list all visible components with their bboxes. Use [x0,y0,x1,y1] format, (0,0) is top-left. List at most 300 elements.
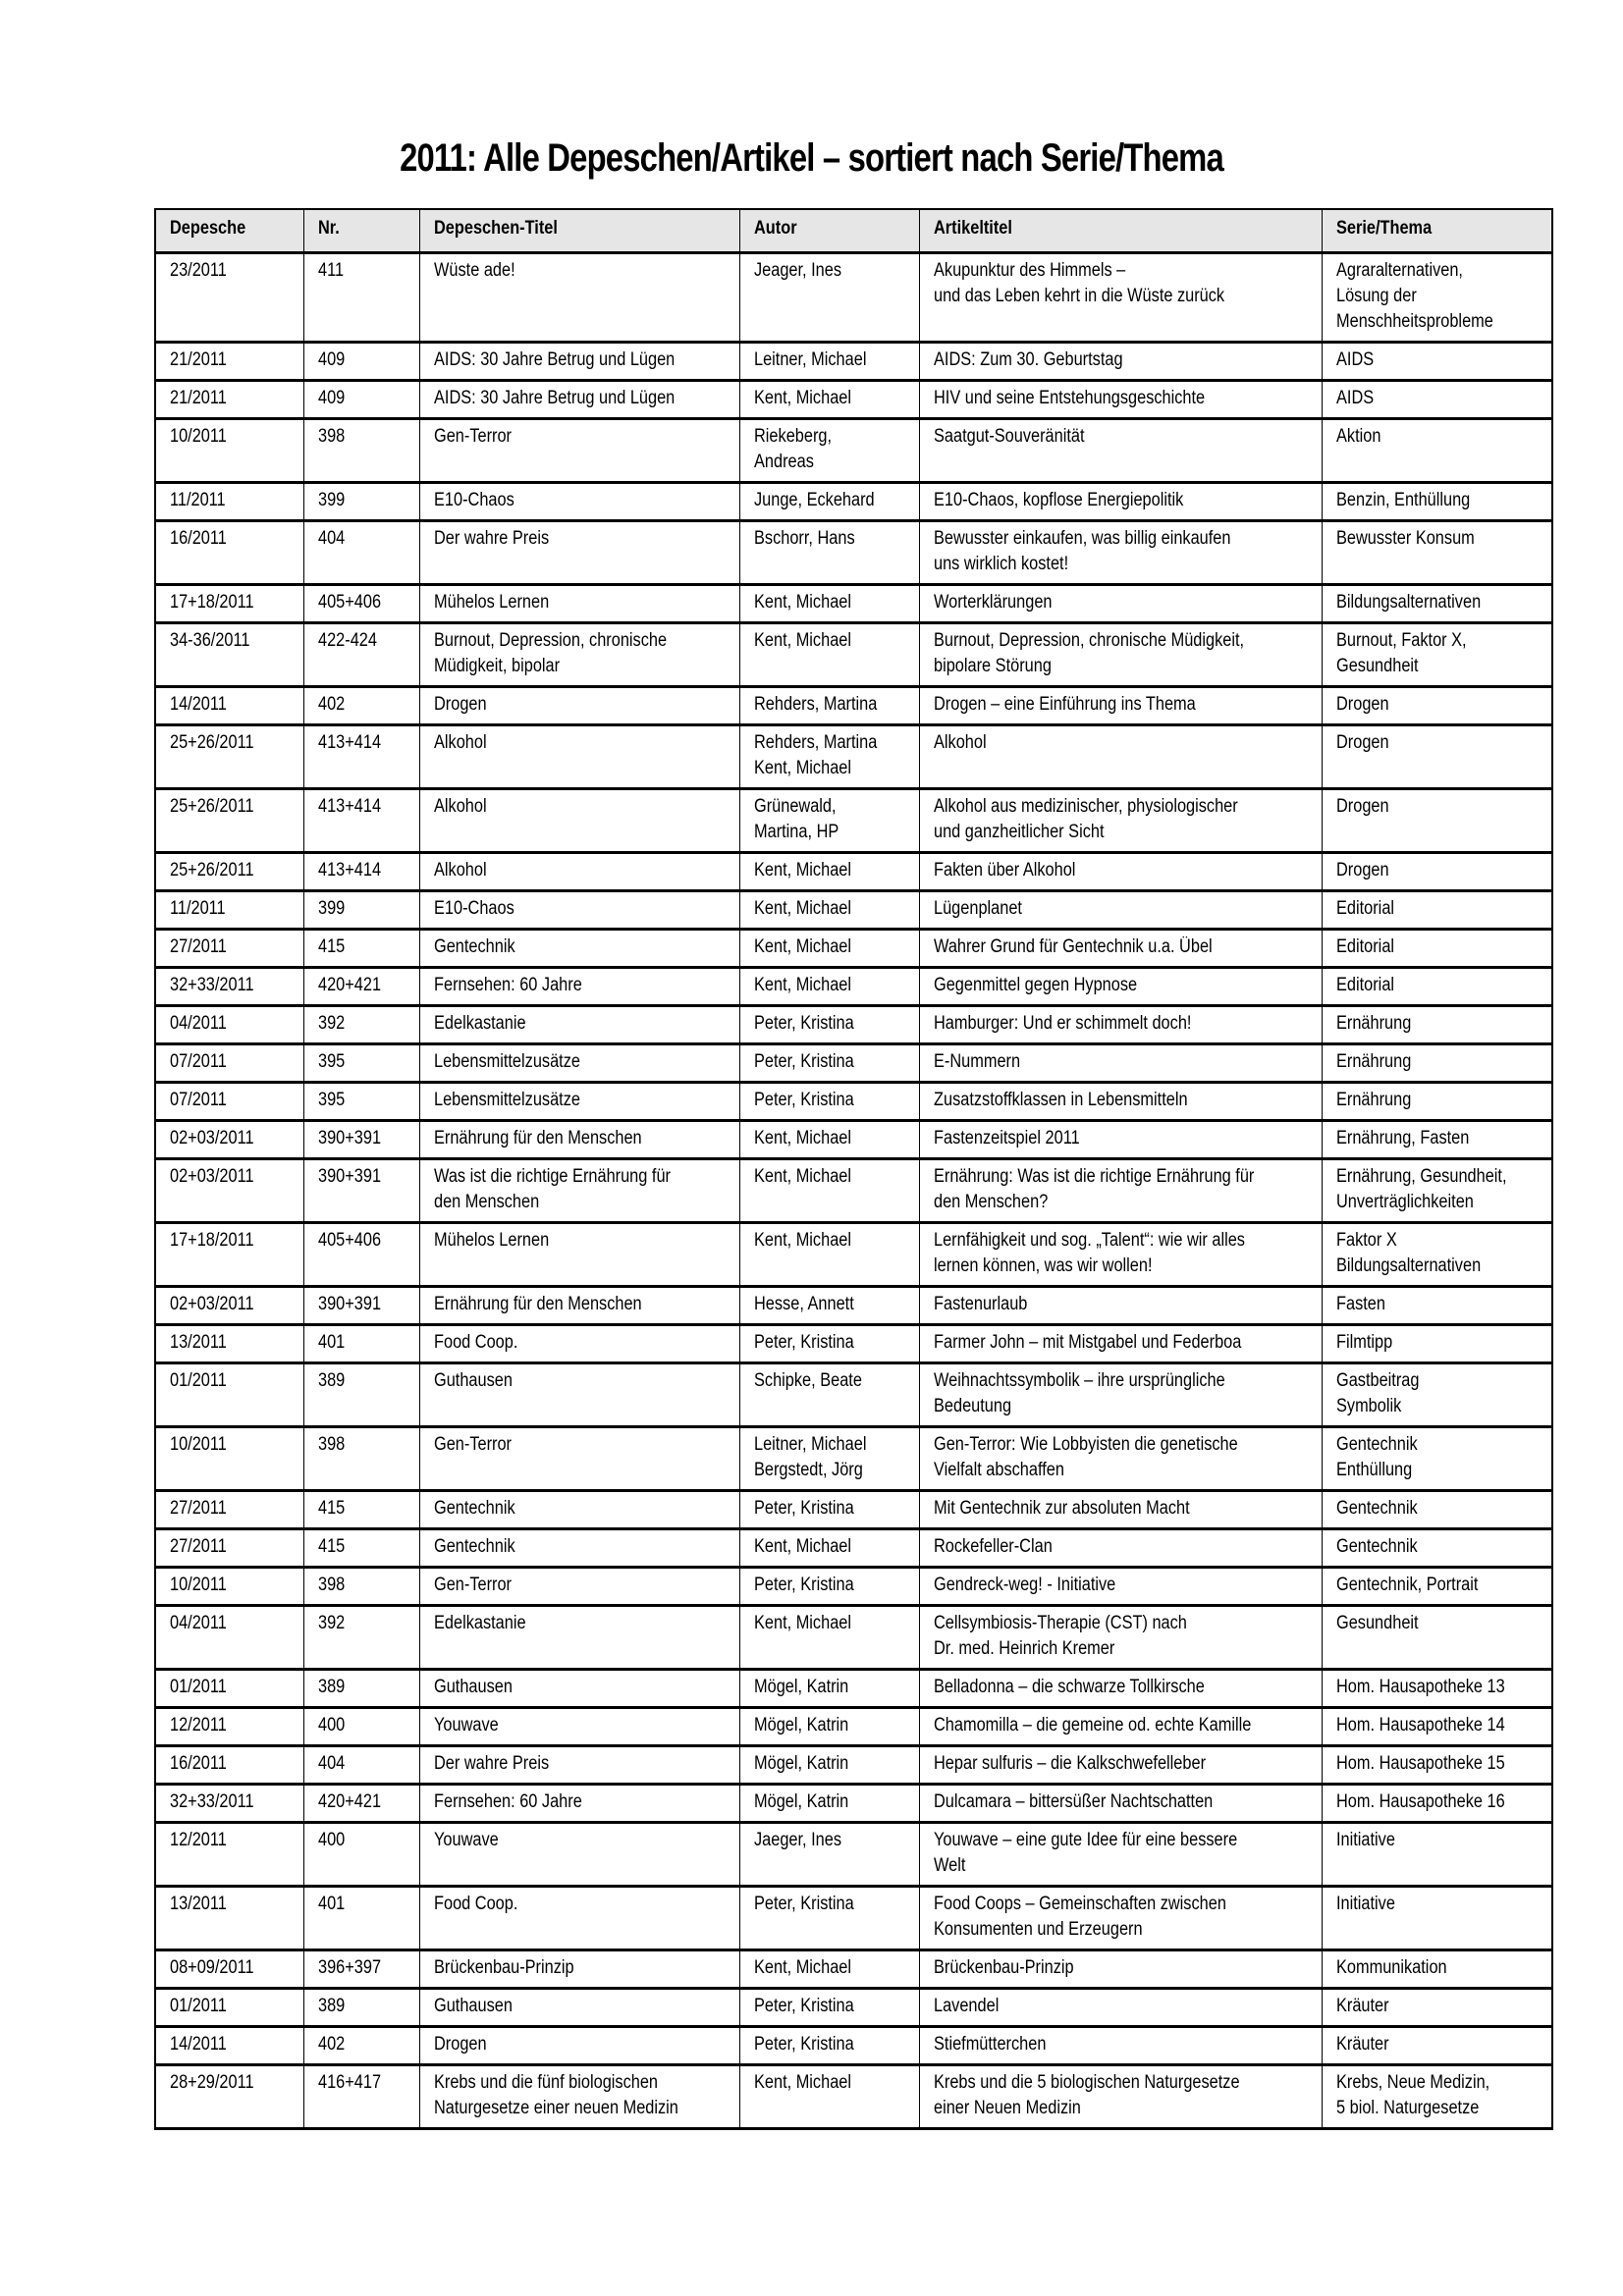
cell-line-wrapper [754,1611,911,1636]
cell-line-wrapper [318,858,411,883]
cell-text: Peter, Kristina [753,1090,854,1110]
cell-line-wrapper [754,1789,911,1815]
cell-text: Akupunktur des Himmels – [933,260,1125,281]
cell-text: 14/2011 [170,694,227,715]
cell-text: Drogen [1335,796,1389,817]
cell-serie-thema [1322,381,1552,419]
cell-text: Gentechnik [433,1536,515,1557]
cell-line-wrapper [934,1713,1314,1738]
cell-line-wrapper [1336,730,1544,756]
cell-text: 404 [317,1753,345,1774]
cell-text: Fastenzeitspiel 2011 [933,1128,1080,1148]
cell-line-wrapper [318,1534,411,1560]
cell-text: Mögel, Katrin [753,1715,848,1735]
cell-text: Lösung der [1335,286,1417,306]
cell-nr [303,1223,419,1287]
cell-line-wrapper [170,2070,296,2096]
cell-line-wrapper [434,1534,731,1560]
cell-serie-thema [1322,521,1552,585]
cell-depesche [155,1491,303,1529]
cell-depeschen-titel [419,853,739,891]
cell-line-wrapper [754,628,911,654]
cell-text: Menschheitsprobleme [1335,311,1493,332]
cell-text: 399 [317,490,345,510]
cell-text: Kent, Michael [753,1536,851,1557]
cell-text: Peter, Kristina [753,1051,854,1072]
table-row [155,1159,1552,1223]
cell-line-wrapper [754,590,911,615]
cell-depesche [155,1606,303,1670]
cell-line-wrapper [170,1368,296,1394]
cell-nr [303,1083,419,1121]
cell-text: Editorial [1335,975,1394,995]
cell-line-wrapper [754,1458,911,1483]
cell-line-wrapper [934,1049,1314,1075]
cell-artikeltitel [919,1785,1322,1823]
cell-line-wrapper [434,386,731,411]
cell-text: Gentechnik, Portrait [1335,1575,1478,1595]
cell-line-wrapper [318,1675,411,1700]
cell-line-wrapper [754,1088,911,1113]
cell-line-wrapper [754,2032,911,2057]
cell-line-wrapper [318,896,411,922]
cell-text: 07/2011 [170,1090,227,1110]
cell-nr [303,789,419,853]
cell-text: Kent, Michael [753,1957,851,1978]
cell-depeschen-titel [419,2027,739,2065]
cell-line-wrapper [434,424,731,450]
cell-serie-thema [1322,585,1552,623]
cell-autor [739,1823,919,1887]
cell-text: Kent, Michael [753,975,851,995]
cell-nr [303,968,419,1006]
cell-line-wrapper [170,1496,296,1522]
cell-line-wrapper [934,934,1314,960]
cell-autor [739,853,919,891]
cell-text: Gesundheit [1335,656,1419,676]
cell-text: den Menschen? [933,1192,1048,1212]
cell-text: Gentechnik [1335,1434,1418,1455]
cell-text: Gentechnik [433,936,515,957]
cell-artikeltitel [919,1287,1322,1325]
header-label: Autor [753,218,797,239]
cell-line-wrapper [434,1713,731,1738]
cell-line-wrapper [434,1955,731,1981]
cell-text: Gen-Terror [433,426,512,447]
cell-line-wrapper [934,973,1314,998]
cell-text: E-Nummern [933,1051,1020,1072]
cell-autor [739,1287,919,1325]
cell-artikeltitel [919,343,1322,381]
cell-text: Kräuter [1335,2034,1389,2055]
cell-autor [739,1121,919,1159]
cell-line-wrapper [754,1164,911,1190]
cell-text: und das Leben kehrt in die Wüste zurück [933,286,1224,306]
cell-text: Youwave – eine gute Idee für eine bessere [933,1830,1237,1850]
cell-text: 07/2011 [170,1051,227,1072]
cell-autor [739,2065,919,2129]
cell-line-wrapper [754,1496,911,1522]
cell-depeschen-titel [419,1989,739,2027]
cell-text: und ganzheitlicher Sicht [933,822,1105,842]
cell-line-wrapper [754,424,911,450]
cell-line-wrapper [934,1828,1314,1853]
cell-nr [303,623,419,687]
cell-line-wrapper [434,654,731,679]
cell-text: AIDS: Zum 30. Geburtstag [933,349,1123,370]
cell-text: Drogen [433,2034,487,2055]
cell-text: 27/2011 [170,936,227,957]
cell-artikeltitel [919,1159,1322,1223]
cell-line-wrapper [170,347,296,373]
cell-line-wrapper [934,730,1314,756]
cell-text: Belladonna – die schwarze Tollkirsche [933,1677,1205,1697]
cell-depeschen-titel [419,1708,739,1746]
cell-artikeltitel [919,1044,1322,1083]
cell-text: Hom. Hausapotheke 13 [1335,1677,1505,1697]
cell-depeschen-titel [419,1159,739,1223]
cell-line-wrapper [318,1126,411,1151]
cell-line-wrapper [170,1751,296,1777]
cell-nr [303,1363,419,1427]
cell-text: 398 [317,1434,345,1455]
cell-text: Farmer John – mit Mistgabel und Federboa [933,1332,1241,1353]
cell-line-wrapper [434,1049,731,1075]
cell-line-wrapper [170,258,296,284]
cell-line-wrapper [170,386,296,411]
header-label: Nr. [317,218,340,239]
cell-line-wrapper [1336,1254,1544,1279]
cell-line-wrapper [434,1789,731,1815]
cell-line-wrapper [434,1751,731,1777]
cell-depesche [155,253,303,343]
cell-line-wrapper [934,284,1314,309]
cell-line-wrapper [170,1534,296,1560]
cell-text: 415 [317,1498,345,1519]
cell-line-wrapper [318,730,411,756]
cell-text: Mit Gentechnik zur absoluten Macht [933,1498,1190,1519]
cell-text: Kent, Michael [753,1230,851,1251]
table-row [155,891,1552,930]
cell-line-wrapper [1336,590,1544,615]
cell-text: Der wahre Preis [433,1753,549,1774]
cell-text: Wüste ade! [433,260,515,281]
cell-line-wrapper [754,692,911,718]
cell-line-wrapper [934,1164,1314,1190]
cell-autor [739,1223,919,1287]
cell-text: Ernährung [1335,1051,1411,1072]
cell-text: 02+03/2011 [170,1166,254,1187]
cell-autor [739,1491,919,1529]
cell-line-wrapper [934,628,1314,654]
cell-depesche [155,930,303,968]
cell-line-wrapper [934,552,1314,577]
cell-nr [303,1159,419,1223]
cell-line-wrapper [434,2070,731,2096]
cell-line-wrapper [434,1164,731,1190]
cell-line-wrapper [434,1330,731,1356]
cell-nr [303,585,419,623]
cell-text: 402 [317,2034,345,2055]
cell-line-wrapper [754,1049,911,1075]
cell-text: 416+417 [317,2072,381,2093]
cell-autor [739,725,919,789]
cell-depesche [155,483,303,521]
cell-text: Kent, Michael [753,1613,851,1633]
title-middle: : Alle Depeschen/Artikel – sortiert nach [465,135,1041,180]
cell-text: Aktion [1335,426,1380,447]
cell-line-wrapper [1336,1330,1544,1356]
cell-line-wrapper [934,692,1314,718]
table-row [155,2065,1552,2129]
cell-text: den Menschen [433,1192,539,1212]
cell-text: 413+414 [317,860,381,881]
cell-text: Drogen [1335,860,1389,881]
cell-text: 13/2011 [170,1332,227,1353]
cell-line-wrapper [318,2070,411,2096]
cell-line-wrapper [1336,1088,1544,1113]
cell-text: E10-Chaos [433,490,514,510]
cell-line-wrapper [1336,1292,1544,1317]
table-row [155,1529,1552,1568]
cell-autor [739,1159,919,1223]
cell-autor [739,521,919,585]
cell-autor [739,789,919,853]
cell-depesche [155,853,303,891]
cell-line-wrapper [934,1789,1314,1815]
cell-nr [303,1006,419,1044]
header-artikeltitel [919,209,1322,253]
cell-line-wrapper [434,1496,731,1522]
cell-text: Martina, HP [753,822,839,842]
cell-line-wrapper [170,1228,296,1254]
cell-line-wrapper [170,1713,296,1738]
table-row [155,1708,1552,1746]
cell-serie-thema [1322,1287,1552,1325]
cell-text: Andreas [753,452,814,472]
table-row [155,1670,1552,1708]
cell-text: Hom. Hausapotheke 15 [1335,1753,1505,1774]
cell-depeschen-titel [419,1491,739,1529]
header-autor [739,209,919,253]
cell-line-wrapper [434,1126,731,1151]
cell-text: 400 [317,1715,345,1735]
cell-serie-thema [1322,623,1552,687]
cell-text: Bildungsalternativen [1335,592,1481,613]
cell-line-wrapper [934,1190,1314,1215]
cell-line-wrapper [754,1534,911,1560]
cell-depeschen-titel [419,2065,739,2129]
cell-line-wrapper [434,794,731,820]
cell-line-wrapper [1336,2070,1544,2096]
cell-nr [303,1568,419,1606]
cell-serie-thema [1322,1223,1552,1287]
cell-line-wrapper [318,934,411,960]
cell-line-wrapper [754,756,911,781]
cell-artikeltitel [919,1670,1322,1708]
cell-text: bipolare Störung [933,656,1052,676]
cell-text: Kent, Michael [753,388,851,408]
cell-text: 32+33/2011 [170,975,254,995]
cell-artikeltitel [919,1887,1322,1950]
cell-line-wrapper [1336,973,1544,998]
cell-text: Drogen [433,694,487,715]
cell-text: Alkohol [433,732,487,753]
cell-line-wrapper [170,1675,296,1700]
cell-text: 390+391 [317,1166,381,1187]
cell-line-wrapper [1336,1496,1544,1522]
cell-depesche [155,1159,303,1223]
cell-line-wrapper [754,1713,911,1738]
cell-text: 400 [317,1830,345,1850]
cell-serie-thema [1322,1325,1552,1363]
cell-line-wrapper [1336,258,1544,284]
cell-depeschen-titel [419,891,739,930]
cell-text: Kent, Michael [753,936,851,957]
cell-text: 392 [317,1013,345,1034]
cell-line-wrapper [934,386,1314,411]
cell-text: Leitner, Michael [753,1434,866,1455]
cell-line-wrapper [318,1611,411,1636]
cell-depesche [155,585,303,623]
cell-line-wrapper [934,1011,1314,1037]
cell-line-wrapper [934,896,1314,922]
cell-nr [303,1670,419,1708]
table-row [155,1121,1552,1159]
cell-line-wrapper [1336,526,1544,552]
cell-line-wrapper [318,1088,411,1113]
cell-artikeltitel [919,1606,1322,1670]
cell-text: 401 [317,1894,345,1914]
cell-line-wrapper [318,1164,411,1190]
cell-line-wrapper [434,2096,731,2121]
cell-artikeltitel [919,1083,1322,1121]
cell-text: Kommunikation [1335,1957,1447,1978]
cell-text: 411 [317,260,344,281]
cell-nr [303,381,419,419]
cell-serie-thema [1322,968,1552,1006]
cell-depesche [155,1427,303,1491]
cell-text: Jeager, Ines [753,260,841,281]
cell-line-wrapper [170,973,296,998]
cell-line-wrapper [1336,1011,1544,1037]
table-row [155,521,1552,585]
cell-autor [739,968,919,1006]
cell-text: Rehders, Martina [753,732,877,753]
cell-text: Gegenmittel gegen Hypnose [933,975,1137,995]
cell-serie-thema [1322,789,1552,853]
cell-depesche [155,1083,303,1121]
cell-depeschen-titel [419,930,739,968]
cell-line-wrapper [934,1751,1314,1777]
cell-text: 389 [317,1370,345,1391]
cell-text: 420+421 [317,975,381,995]
cell-text: Hamburger: Und er schimmelt doch! [933,1013,1191,1034]
cell-depesche [155,891,303,930]
cell-autor [739,1989,919,2027]
cell-line-wrapper [170,858,296,883]
cell-nr [303,1887,419,1950]
cell-serie-thema [1322,483,1552,521]
cell-text: 401 [317,1332,345,1353]
cell-line-wrapper [1336,1432,1544,1458]
cell-line-wrapper [170,424,296,450]
table-row [155,968,1552,1006]
cell-text: Cellsymbiosis-Therapie (CST) nach [933,1613,1187,1633]
cell-depeschen-titel [419,1083,739,1121]
cell-text: 409 [317,349,345,370]
cell-text: 413+414 [317,732,381,753]
cell-text: Burnout, Depression, chronische Müdigkeit, [933,630,1244,651]
cell-text: Leitner, Michael [753,349,866,370]
cell-text: Editorial [1335,898,1394,919]
cell-depesche [155,521,303,585]
cell-text: Food Coops – Gemeinschaften zwischen [933,1894,1226,1914]
cell-line-wrapper [170,1049,296,1075]
cell-text: 16/2011 [170,1753,227,1774]
cell-line-wrapper [754,1892,911,1917]
cell-serie-thema [1322,1568,1552,1606]
cell-artikeltitel [919,1950,1322,1989]
cell-line-wrapper [318,628,411,654]
cell-autor [739,1083,919,1121]
cell-line-wrapper [170,1011,296,1037]
cell-line-wrapper [318,1011,411,1037]
header-label: Artikeltitel [933,218,1012,239]
cell-line-wrapper [934,526,1314,552]
cell-line-wrapper [170,1828,296,1853]
cell-artikeltitel [919,1006,1322,1044]
cell-line-wrapper [754,1292,911,1317]
cell-line-wrapper [934,858,1314,883]
cell-text: 10/2011 [170,1434,227,1455]
cell-depeschen-titel [419,1044,739,1083]
cell-line-wrapper [754,1368,911,1394]
cell-text: Hepar sulfuris – die Kalkschwefelleber [933,1753,1206,1774]
cell-text: 10/2011 [170,1575,227,1595]
cell-nr [303,1785,419,1823]
cell-line-wrapper [754,820,911,845]
cell-text: 02+03/2011 [170,1294,254,1314]
cell-text: Fastenurlaub [933,1294,1027,1314]
cell-nr [303,419,419,483]
cell-line-wrapper [754,1432,911,1458]
cell-text: E10-Chaos, kopflose Energiepolitik [933,490,1183,510]
cell-serie-thema [1322,1785,1552,1823]
cell-autor [739,2027,919,2065]
cell-line-wrapper [434,526,731,552]
cell-text: 402 [317,694,345,715]
cell-text: Naturgesetze einer neuen Medizin [433,2098,678,2118]
header-label: Serie/Thema [1335,218,1432,239]
cell-line-wrapper [434,1011,731,1037]
cell-line-wrapper [934,1088,1314,1113]
cell-depeschen-titel [419,1670,739,1708]
table-row [155,253,1552,343]
cell-text: Kent, Michael [753,860,851,881]
cell-line-wrapper [1336,1828,1544,1853]
cell-depesche [155,1287,303,1325]
cell-artikeltitel [919,725,1322,789]
cell-line-wrapper [170,1164,296,1190]
cell-line-wrapper [1336,1394,1544,1419]
cell-text: Gentechnik [1335,1536,1418,1557]
cell-nr [303,2027,419,2065]
cell-text: Guthausen [433,1996,513,2016]
cell-text: Fasten [1335,1294,1385,1314]
cell-serie-thema [1322,1887,1552,1950]
cell-line-wrapper [170,628,296,654]
